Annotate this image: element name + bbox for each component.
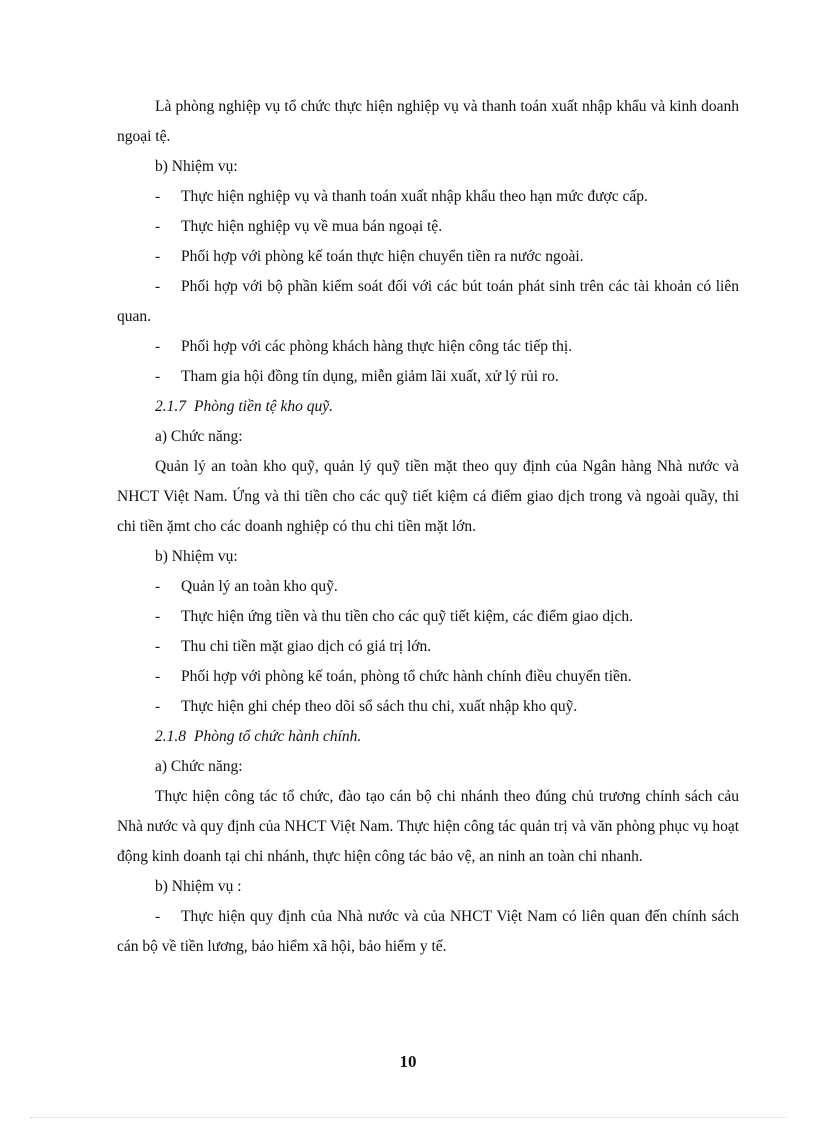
list-item [117,632,739,662]
page-edge-divider [30,1117,786,1118]
dash-bullet: - [155,698,161,715]
list-item-text: Thực hiện ghi chép theo dõi sổ sách thu chi, xuất nhập kho quỹ. [181,698,578,715]
section-heading-2-1-8 [117,722,739,752]
list-item-text: Tham gia hội đồng tín dụng, miễn giảm lãi xuất, xử lý rủi ro. [181,368,559,385]
list-item-text: Thực hiện nghiệp vụ về mua bán ngoại tệ. [181,218,443,235]
list-item [117,242,739,272]
list-item-text: Thực hiện ứng tiền và thu tiền cho các quỹ tiết kiệm, các điểm giao dịch. [181,608,633,625]
list-item [117,692,739,722]
list-item-text: Phối hợp với các phòng khách hàng thực hiện công tác tiếp thị. [181,338,573,355]
functions-paragraph: Thực hiện công tác tổ chức, đào tạo cán bộ chi nhánh theo đúng chủ trương chính sách cảu Nhà nước và quy định của NHCT Việt Nam. Thực hiện công tác quản trị và văn phòng phục vụ hoạt động kinh doanh tại chi nhánh, thực hiện công tác bảo vệ, an ninh an toàn chi nhanh. [117,788,739,865]
section-title: Phòng tổ chức hành chính. [194,728,362,745]
list-item [117,602,739,632]
tasks-subheading: b) Nhiệm vụ: [155,158,238,175]
list-item [117,362,739,392]
section-title: Phòng tiền tệ kho quỹ. [194,398,334,415]
dash-bullet: - [155,278,161,295]
dash-bullet: - [155,578,161,595]
dash-bullet: - [155,248,161,265]
section-number: 2.1.7 [155,398,186,415]
list-item [117,572,739,602]
list-item [117,182,739,212]
dash-bullet: - [155,338,161,355]
list-item-text: Quản lý an toàn kho quỹ. [181,578,338,595]
dash-bullet: - [155,668,161,685]
dash-bullet: - [155,368,161,385]
dash-bullet: - [155,218,161,235]
list-item-text: Phối hợp với phòng kế toán thực hiện chuyển tiền ra nước ngoài. [181,248,584,265]
list-item [117,212,739,242]
list-item [117,902,739,962]
list-item [117,272,739,332]
dash-bullet: - [155,638,161,655]
list-item-text: Phối hợp với bộ phần kiểm soát đối với các bút toán phát sinh trên các tài khoản có liên quan. [117,278,739,325]
list-item-text: Thực hiện nghiệp vụ và thanh toán xuất nhập khẩu theo hạn mức được cấp. [181,188,648,205]
page-body [117,92,739,962]
list-item-text: Thực hiện quy định của Nhà nước và của NHCT Việt Nam có liên quan đến chính sách cán bộ về tiền lương, bảo hiểm xã hội, bảo hiểm y tế. [117,908,739,955]
dash-bullet: - [155,188,161,205]
dash-bullet: - [155,608,161,625]
intro-paragraph: Là phòng nghiệp vụ tổ chức thực hiện nghiệp vụ và thanh toán xuất nhập khẩu và kinh doanh ngoại tệ. [117,98,739,145]
functions-subheading: a) Chức năng: [155,428,243,445]
functions-subheading: a) Chức năng: [155,758,243,775]
list-item-text: Phối hợp với phòng kế toán, phòng tổ chức hành chính điều chuyển tiền. [181,668,632,685]
list-item [117,332,739,362]
section-number: 2.1.8 [155,728,186,745]
functions-paragraph: Quản lý an toàn kho quỹ, quản lý quỹ tiền mặt theo quy định của Ngân hàng Nhà nước và NHCT Việt Nam. Ứng và thi tiền cho các quỹ tiết kiệm cá điểm giao dịch trong và ngoài quầy, thi chi tiền ặmt cho các doanh nghiệp có thu chi tiền mặt lớn. [117,458,739,535]
page-number: 10 [399,1052,417,1071]
list-item-text: Thu chi tiền mặt giao dịch có giá trị lớn. [181,638,432,655]
tasks-subheading: b) Nhiệm vụ : [155,878,242,895]
section-heading-2-1-7 [117,392,739,422]
list-item [117,662,739,692]
dash-bullet: - [155,908,161,925]
tasks-subheading: b) Nhiệm vụ: [155,548,238,565]
